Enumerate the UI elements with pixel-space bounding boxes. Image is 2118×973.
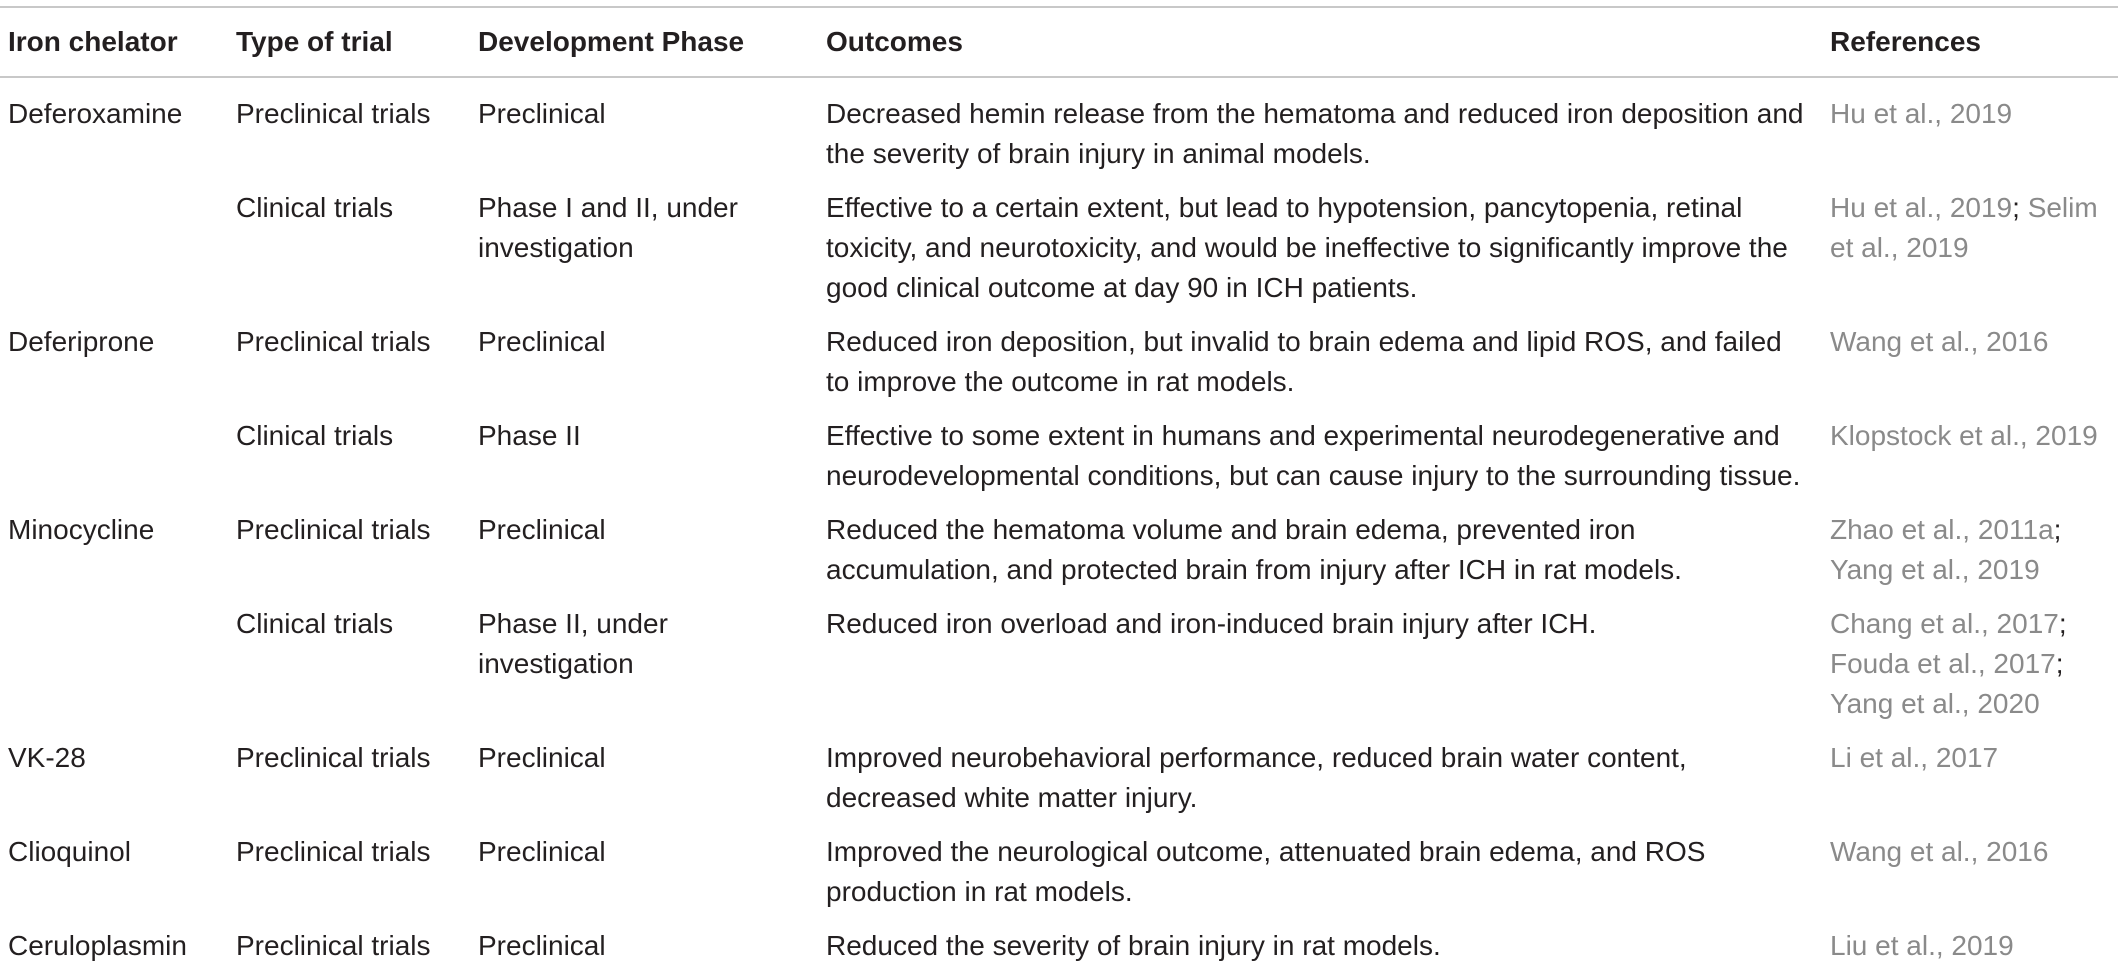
- table-body: [0, 77, 2118, 973]
- cell-development-phase: Phase II: [478, 420, 581, 451]
- cell-references: [1822, 919, 2118, 973]
- cell-iron-chelator: Clioquinol: [8, 836, 131, 867]
- reference-link[interactable]: Fouda et al., 2017: [1830, 648, 2056, 679]
- cell-development-phase: Preclinical: [478, 930, 606, 961]
- cell-type-of-trial: Clinical trials: [236, 192, 394, 223]
- cell-type-of-trial: Clinical trials: [236, 608, 394, 639]
- reference-link[interactable]: Selim et al., 2019: [1830, 192, 2098, 263]
- cell-outcome: Effective to a certain extent, but lead to hypotension, pancytopenia, retinal toxicity, and neurotoxicity, and would be ineffective to significantly improve the good clinical outcome at day 90 in ICH patients.: [826, 192, 1788, 303]
- cell-iron-chelator: Ceruloplasmin: [8, 930, 187, 961]
- reference-link[interactable]: Hu et al., 2019: [1830, 98, 2013, 129]
- cell-outcome: Improved the neurological outcome, attenuated brain edema, and ROS production in rat models.: [826, 836, 1706, 907]
- reference-separator: ;: [2012, 192, 2028, 223]
- cell-development-phase: Preclinical: [478, 326, 606, 357]
- reference-separator: ;: [2053, 514, 2062, 545]
- cell-outcome: Reduced iron deposition, but invalid to brain edema and lipid ROS, and failed to improve the outcome in rat models.: [826, 326, 1782, 397]
- header-type-of-trial: Type of trial: [236, 26, 393, 57]
- reference-link[interactable]: Chang et al., 2017: [1830, 608, 2059, 639]
- cell-type-of-trial: Preclinical trials: [236, 326, 431, 357]
- cell-references: [1822, 77, 2118, 181]
- cell-type-of-trial: Preclinical trials: [236, 514, 431, 545]
- reference-link[interactable]: Liu et al., 2019: [1830, 930, 2014, 961]
- cell-iron-chelator: Deferoxamine: [8, 98, 183, 129]
- cell-iron-chelator: [0, 181, 228, 315]
- cell-references: [1822, 315, 2118, 409]
- table-row: [0, 597, 2118, 731]
- reference-link[interactable]: Yang et al., 2019: [1830, 554, 2040, 585]
- cell-development-phase: Preclinical: [478, 742, 606, 773]
- table-row: [0, 409, 2118, 503]
- cell-type-of-trial: Preclinical trials: [236, 836, 431, 867]
- cell-iron-chelator: [0, 409, 228, 503]
- table-row: [0, 77, 2118, 181]
- cell-outcome: Reduced iron overload and iron-induced brain injury after ICH.: [826, 608, 1597, 639]
- cell-iron-chelator: VK-28: [8, 742, 86, 773]
- cell-type-of-trial: Preclinical trials: [236, 742, 431, 773]
- header-development-phase: Development Phase: [478, 26, 745, 57]
- header-references: References: [1830, 26, 1981, 57]
- cell-type-of-trial: Preclinical trials: [236, 98, 431, 129]
- cell-iron-chelator: Deferiprone: [8, 326, 155, 357]
- table-header-row: [0, 7, 2118, 77]
- cell-references: [1822, 409, 2118, 503]
- cell-iron-chelator: [0, 597, 228, 731]
- cell-outcome: Improved neurobehavioral performance, reduced brain water content, decreased white matter injury.: [826, 742, 1687, 813]
- cell-iron-chelator: Minocycline: [8, 514, 155, 545]
- cell-references: [1822, 597, 2118, 731]
- cell-references: [1822, 731, 2118, 825]
- reference-link[interactable]: Klopstock et al., 2019: [1830, 420, 2098, 451]
- reference-link[interactable]: Zhao et al., 2011a: [1830, 514, 2054, 545]
- table-row: [0, 315, 2118, 409]
- table-row: [0, 503, 2118, 597]
- cell-type-of-trial: Preclinical trials: [236, 930, 431, 961]
- table-row: [0, 181, 2118, 315]
- reference-separator: ;: [2058, 608, 2067, 639]
- table-row: [0, 919, 2118, 973]
- cell-references: [1822, 825, 2118, 919]
- table-row: [0, 731, 2118, 825]
- header-iron-chelator: Iron chelator: [8, 26, 178, 57]
- cell-outcome: Effective to some extent in humans and experimental neurodegenerative and neurodevelopmental conditions, but can cause injury to the surrounding tissue.: [826, 420, 1801, 491]
- cell-outcome: Decreased hemin release from the hematoma and reduced iron deposition and the severity of brain injury in animal models.: [826, 98, 1804, 169]
- reference-link[interactable]: Wang et al., 2016: [1830, 836, 2049, 867]
- cell-development-phase: Preclinical: [478, 514, 606, 545]
- table-row: [0, 825, 2118, 919]
- reference-separator: ;: [2055, 648, 2064, 679]
- cell-development-phase: Phase II, under investigation: [478, 608, 668, 679]
- header-outcomes: Outcomes: [826, 26, 963, 57]
- cell-references: [1822, 181, 2118, 315]
- cell-development-phase: Phase I and II, under investigation: [478, 192, 738, 263]
- reference-link[interactable]: Li et al., 2017: [1830, 742, 1999, 773]
- cell-development-phase: Preclinical: [478, 98, 606, 129]
- cell-type-of-trial: Clinical trials: [236, 420, 394, 451]
- cell-outcome: Reduced the hematoma volume and brain edema, prevented iron accumulation, and protected brain from injury after ICH in rat models.: [826, 514, 1682, 585]
- iron-chelator-table: [0, 6, 2118, 973]
- reference-link[interactable]: Yang et al., 2020: [1830, 688, 2040, 719]
- cell-development-phase: Preclinical: [478, 836, 606, 867]
- cell-outcome: Reduced the severity of brain injury in rat models.: [826, 930, 1441, 961]
- reference-link[interactable]: Wang et al., 2016: [1830, 326, 2049, 357]
- cell-references: [1822, 503, 2118, 597]
- reference-link[interactable]: Hu et al., 2019: [1830, 192, 2013, 223]
